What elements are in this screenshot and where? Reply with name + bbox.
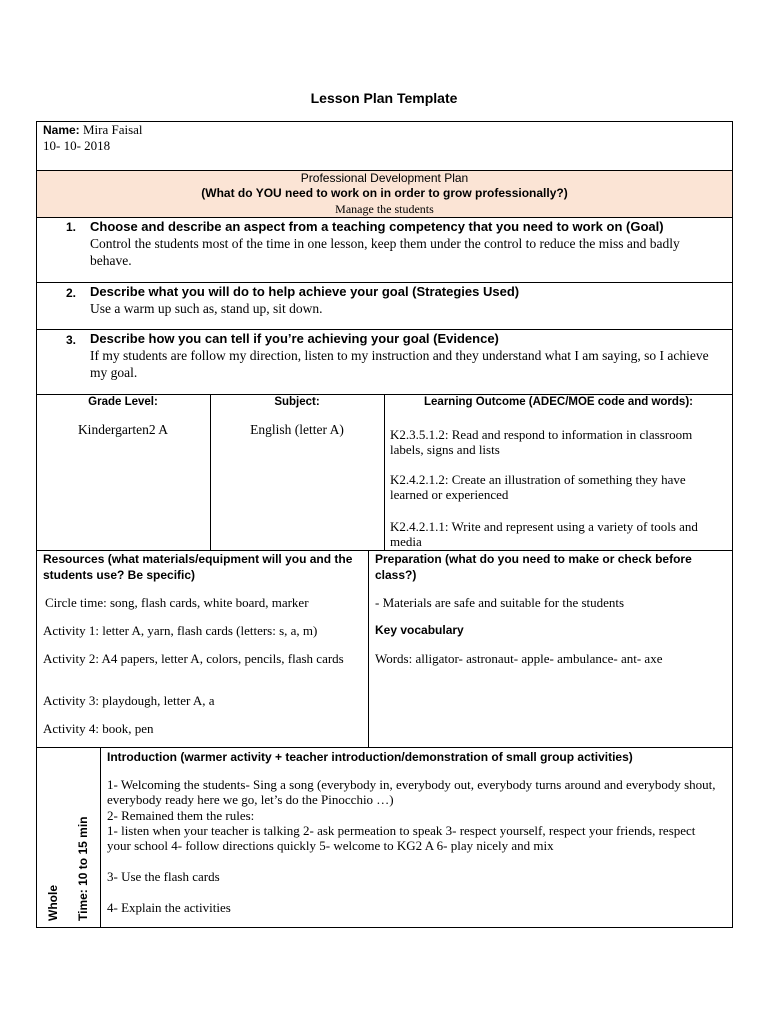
item-2-number: 2. xyxy=(66,286,77,300)
intro-line-3: 1- listen when your teacher is talking 2- ask permeation to speak 3- respect yourself, respect your friends, respect your school 4- follow directions quickly 5- welcome to KG2 A 6- play nicely and mix xyxy=(107,823,696,853)
resources-label: Resources (what materials/equipment will you and the students use? Be specific) xyxy=(43,552,353,582)
side-time: Time: 10 to 15 min xyxy=(76,816,90,921)
pdp-heading: Professional Development Plan xyxy=(300,171,469,185)
pdp-answer: Manage the students xyxy=(335,202,434,216)
item-1-number: 1. xyxy=(66,220,77,234)
outcome-label: Learning Outcome (ADEC/MOE code and words): xyxy=(424,396,693,408)
item-2-text: Use a warm up such as, stand up, sit down. xyxy=(90,301,323,316)
outcome-item: K2.3.5.1.2: Read and respond to information in classroom labels, signs and lists xyxy=(390,427,693,457)
vocab-text: Words: alligator- astronaut- apple- ambulance- ant- axe xyxy=(375,651,663,666)
date: 10- 10- 2018 xyxy=(43,138,111,153)
name-label: Name: xyxy=(43,123,80,137)
item-3-number: 3. xyxy=(66,333,77,347)
item-3-heading: Describe how you can tell if you’re achieving your goal (Evidence) xyxy=(90,331,499,346)
outcome-item: K2.4.2.1.2: Create an illustration of something they have learned or experienced xyxy=(390,472,686,502)
subject-value: English (letter A) xyxy=(250,422,344,437)
pdp-question: (What do YOU need to work on in order to grow professionally?) xyxy=(201,186,568,200)
item-3-text: If my students are follow my direction, listen to my instruction and they understand what I am saying, so I achieve my goal. xyxy=(90,348,709,380)
resource-item: Activity 2: A4 papers, letter A, colors, pencils, flash cards xyxy=(43,651,344,666)
page-title: Lesson Plan Template xyxy=(310,90,458,106)
resource-item: Activity 4: book, pen xyxy=(43,721,154,736)
item-1-heading: Choose and describe an aspect from a teaching competency that you need to work on (Goal) xyxy=(90,219,664,234)
intro-line-1: 1- Welcoming the students- Sing a song (everybody in, everybody out, everybody turns around and everybody shout, everybody ready here we go, let’s do the Pinocchio …) xyxy=(107,777,716,807)
intro-label: Introduction (warmer activity + teacher introduction/demonstration of small group activities) xyxy=(107,750,633,764)
resource-item: Activity 1: letter A, yarn, flash cards (letters: s, a, m) xyxy=(43,623,318,638)
intro-line-2: 2- Remained them the rules: xyxy=(107,808,255,823)
subject-label: Subject: xyxy=(274,396,320,408)
resource-item: Circle time: song, flash cards, white board, marker xyxy=(45,595,309,610)
preparation-text: - Materials are safe and suitable for the students xyxy=(375,595,625,610)
resource-item: Activity 3: playdough, letter A, a xyxy=(43,693,215,708)
item-2-heading: Describe what you will do to help achieve your goal (Strategies Used) xyxy=(90,284,520,299)
name-line xyxy=(43,122,143,138)
preparation-label: Preparation (what do you need to make or check before class?) xyxy=(375,552,692,582)
intro-line-5: 4- Explain the activities xyxy=(107,900,231,915)
name-value: Mira Faisal xyxy=(82,122,143,137)
outcome-item: K2.4.2.1.1: Write and represent using a variety of tools and media xyxy=(390,519,698,549)
vocab-label: Key vocabulary xyxy=(375,623,464,637)
item-1-text: Control the students most of the time in one lesson, keep them under the control to reduce the miss and badly behave. xyxy=(90,236,680,268)
intro-line-4: 3- Use the flash cards xyxy=(107,869,220,884)
grade-label: Grade Level: xyxy=(88,396,158,408)
side-whole: Whole xyxy=(46,885,60,921)
grade-value: Kindergarten2 A xyxy=(77,422,169,437)
